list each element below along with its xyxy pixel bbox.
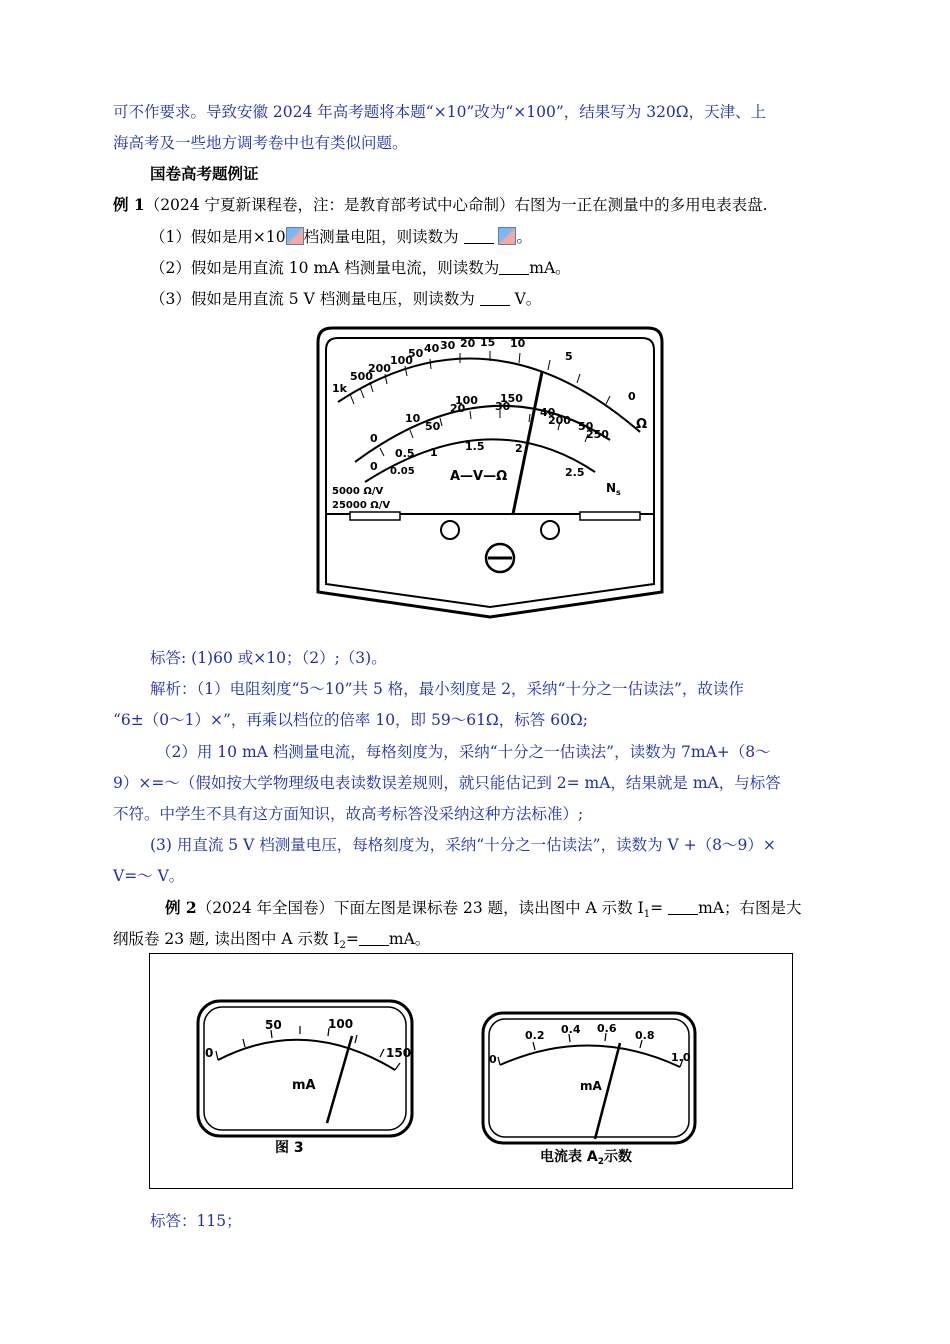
solution-line-2: “6±（0～1）×”，再乘以档位的倍率 10，即 59～61Ω，标答 60Ω;	[113, 711, 589, 729]
scale-mid-label: 40	[540, 406, 556, 419]
scale-mid2-label: 150	[500, 392, 523, 405]
answer-1: 标答: (1)60 或×10；（2）;（3)。	[150, 649, 387, 667]
meter-center-label: A—V—Ω	[450, 469, 508, 484]
q2-text-a: （2）假如是用直流 10 mA 档测量电流，则读数为	[150, 259, 500, 277]
figure-caption: 电流表 $A_2$示数	[540, 1149, 632, 1167]
scale-mid2-label: 50	[425, 420, 441, 433]
ex2-text-c: mA；右图是大	[698, 899, 802, 917]
question-3	[150, 288, 541, 310]
example2-line-1	[165, 897, 801, 926]
scale-top-label: 5	[565, 350, 573, 363]
question-2	[150, 257, 571, 279]
ammeter-tick-label: 50	[265, 1018, 282, 1032]
scale-mid2-label: 100	[455, 394, 478, 407]
scale-top-label: 200	[368, 362, 391, 375]
scale-top-label: 10	[510, 337, 526, 350]
ex2-text-b: =	[650, 899, 664, 917]
scale-005-label: 0.05	[390, 466, 415, 477]
scale-top-label: 30	[440, 339, 456, 352]
solution-line-6: (3) 用直流 5 V 档测量电压，每格刻度为，采纳“十分之一估读法”，读数为 V +（8～9）×	[150, 836, 776, 854]
answer-2: 标答：115；	[150, 1212, 242, 1230]
q3-text-a: （3）假如是用直流 5 V 档测量电压，则读数为	[150, 290, 475, 308]
answer-blank	[480, 291, 510, 306]
broken-image-icon	[498, 227, 516, 245]
q3-text-b: V。	[514, 290, 542, 308]
ammeter-tick-label: 0.8	[635, 1029, 655, 1042]
scale-low-label: 0	[370, 460, 378, 473]
resistance-label-2: 25000 Ω/V	[332, 500, 391, 511]
ex2-text-d: 纲版卷 23 题, 读出图中 A 示数 I	[113, 930, 340, 948]
scale-mid-label: 30	[495, 400, 511, 413]
example2-label: 例 2	[165, 898, 197, 917]
solution-line-5: 不符。中学生不具有这方面知识，故高考标答没采纳这种方法标准）;	[113, 805, 584, 823]
scale-low-label: 1	[430, 446, 438, 459]
example1-text: （2024 宁夏新课程卷，注：是教育部考试中心命制）右图为一正在测量中的多用电表表盘.	[144, 196, 768, 214]
scale-low-label: 2	[515, 442, 523, 455]
solution-line-1: 解析：（1）电阻刻度“5～10”共 5 格，最小刻度是 2，采纳“十分之一估读法”，故读作	[150, 680, 744, 698]
scale-low-label: 2.5	[565, 466, 585, 479]
scale-mid-label: 10	[405, 412, 421, 425]
solution-line-4: 9）×=～（假如按大学物理级电表读数误差规则，就只能估记到 2= mA，结果就是 mA，与标答	[113, 774, 781, 792]
scale-top-label: 500	[350, 370, 373, 383]
para-line-1: 可不作要求。导致安徽 2024 年高考题将本题“×10”改为“×100”，结果写为 320Ω，天津、上	[113, 103, 767, 121]
solution-line-3: （2）用 10 mA 档测量电流，每格刻度为，采纳“十分之一估读法”，读数为 7mA+（8～	[156, 743, 771, 761]
resistance-label-1: 5000 Ω/V	[332, 486, 384, 497]
q1-text-a: （1）假如是用×10	[150, 228, 286, 246]
ammeter-tick-label: 0.6	[597, 1022, 617, 1035]
ammeter-tick-label: 0.4	[561, 1023, 581, 1036]
multimeter-dial-figure	[310, 322, 670, 622]
terminal-right	[541, 521, 559, 539]
answer-blank	[464, 229, 494, 244]
solution-line-7: V=～ V。	[113, 867, 185, 885]
ammeter-right-figure	[475, 1005, 705, 1175]
ns-label: $N_s$	[606, 481, 621, 497]
ammeter-tick-label: 0.2	[525, 1029, 545, 1042]
answer-blank	[668, 900, 698, 915]
scale-mid-label: 0	[370, 432, 378, 445]
scale-top-label: 50	[408, 347, 424, 360]
scale-top-label: 15	[480, 336, 496, 349]
answer-blank	[499, 260, 529, 275]
scale-top-label: 100	[390, 354, 413, 367]
para-line-2: 海高考及一些地方调考卷中也有类似问题。	[113, 134, 408, 152]
answer-blank	[359, 931, 389, 946]
scale-top-label: 40	[424, 342, 440, 355]
scale-top-label: 0	[628, 390, 636, 403]
ex2-sub-1: 1	[643, 909, 651, 921]
ex2-text-e: =	[345, 930, 359, 948]
scale-low-label: 0.5	[395, 447, 415, 460]
terminal-left	[441, 521, 459, 539]
scale-mid-label: 20	[450, 402, 466, 415]
ex2-text-f: mA。	[388, 930, 431, 948]
scale-top-label: 1k	[332, 382, 347, 395]
ex2-sub-2: 2	[339, 940, 346, 952]
example1-intro	[113, 194, 768, 216]
scale-low-label: 1.5	[465, 440, 485, 453]
ammeter-unit: mA	[580, 1079, 602, 1093]
question-1	[150, 226, 532, 248]
q1-text-b: 档测量电阻，则读数为	[303, 228, 459, 246]
broken-image-icon	[286, 227, 304, 245]
q2-text-b: mA。	[529, 259, 571, 277]
ammeter-tick-label: 150	[386, 1046, 412, 1060]
ammeter-left-figure	[190, 995, 420, 1170]
figure-caption: 图 3	[275, 1140, 304, 1156]
ammeter-unit: mA	[292, 1078, 316, 1093]
section-heading: 国卷高考题例证	[150, 164, 259, 183]
ammeter-tick-label: 0	[489, 1053, 497, 1066]
scale-mid-label: 50	[578, 420, 594, 433]
scale-mid2-label: 200	[548, 414, 571, 427]
scale-top-label: 20	[460, 337, 476, 350]
ammeter-tick-label: 1.0	[671, 1051, 691, 1064]
ammeter-tick-label: 100	[328, 1017, 354, 1031]
ohm-label: Ω	[636, 417, 648, 432]
ammeter-tick-label: 0	[205, 1046, 214, 1060]
q1-text-c: 。	[516, 228, 532, 246]
ex2-text-a: （2024 年全国卷）下面左图是课标卷 23 题，读出图中 A 示数 I	[196, 899, 644, 917]
example1-label: 例 1	[113, 195, 145, 214]
scale-mid2-label: 250	[586, 428, 609, 441]
